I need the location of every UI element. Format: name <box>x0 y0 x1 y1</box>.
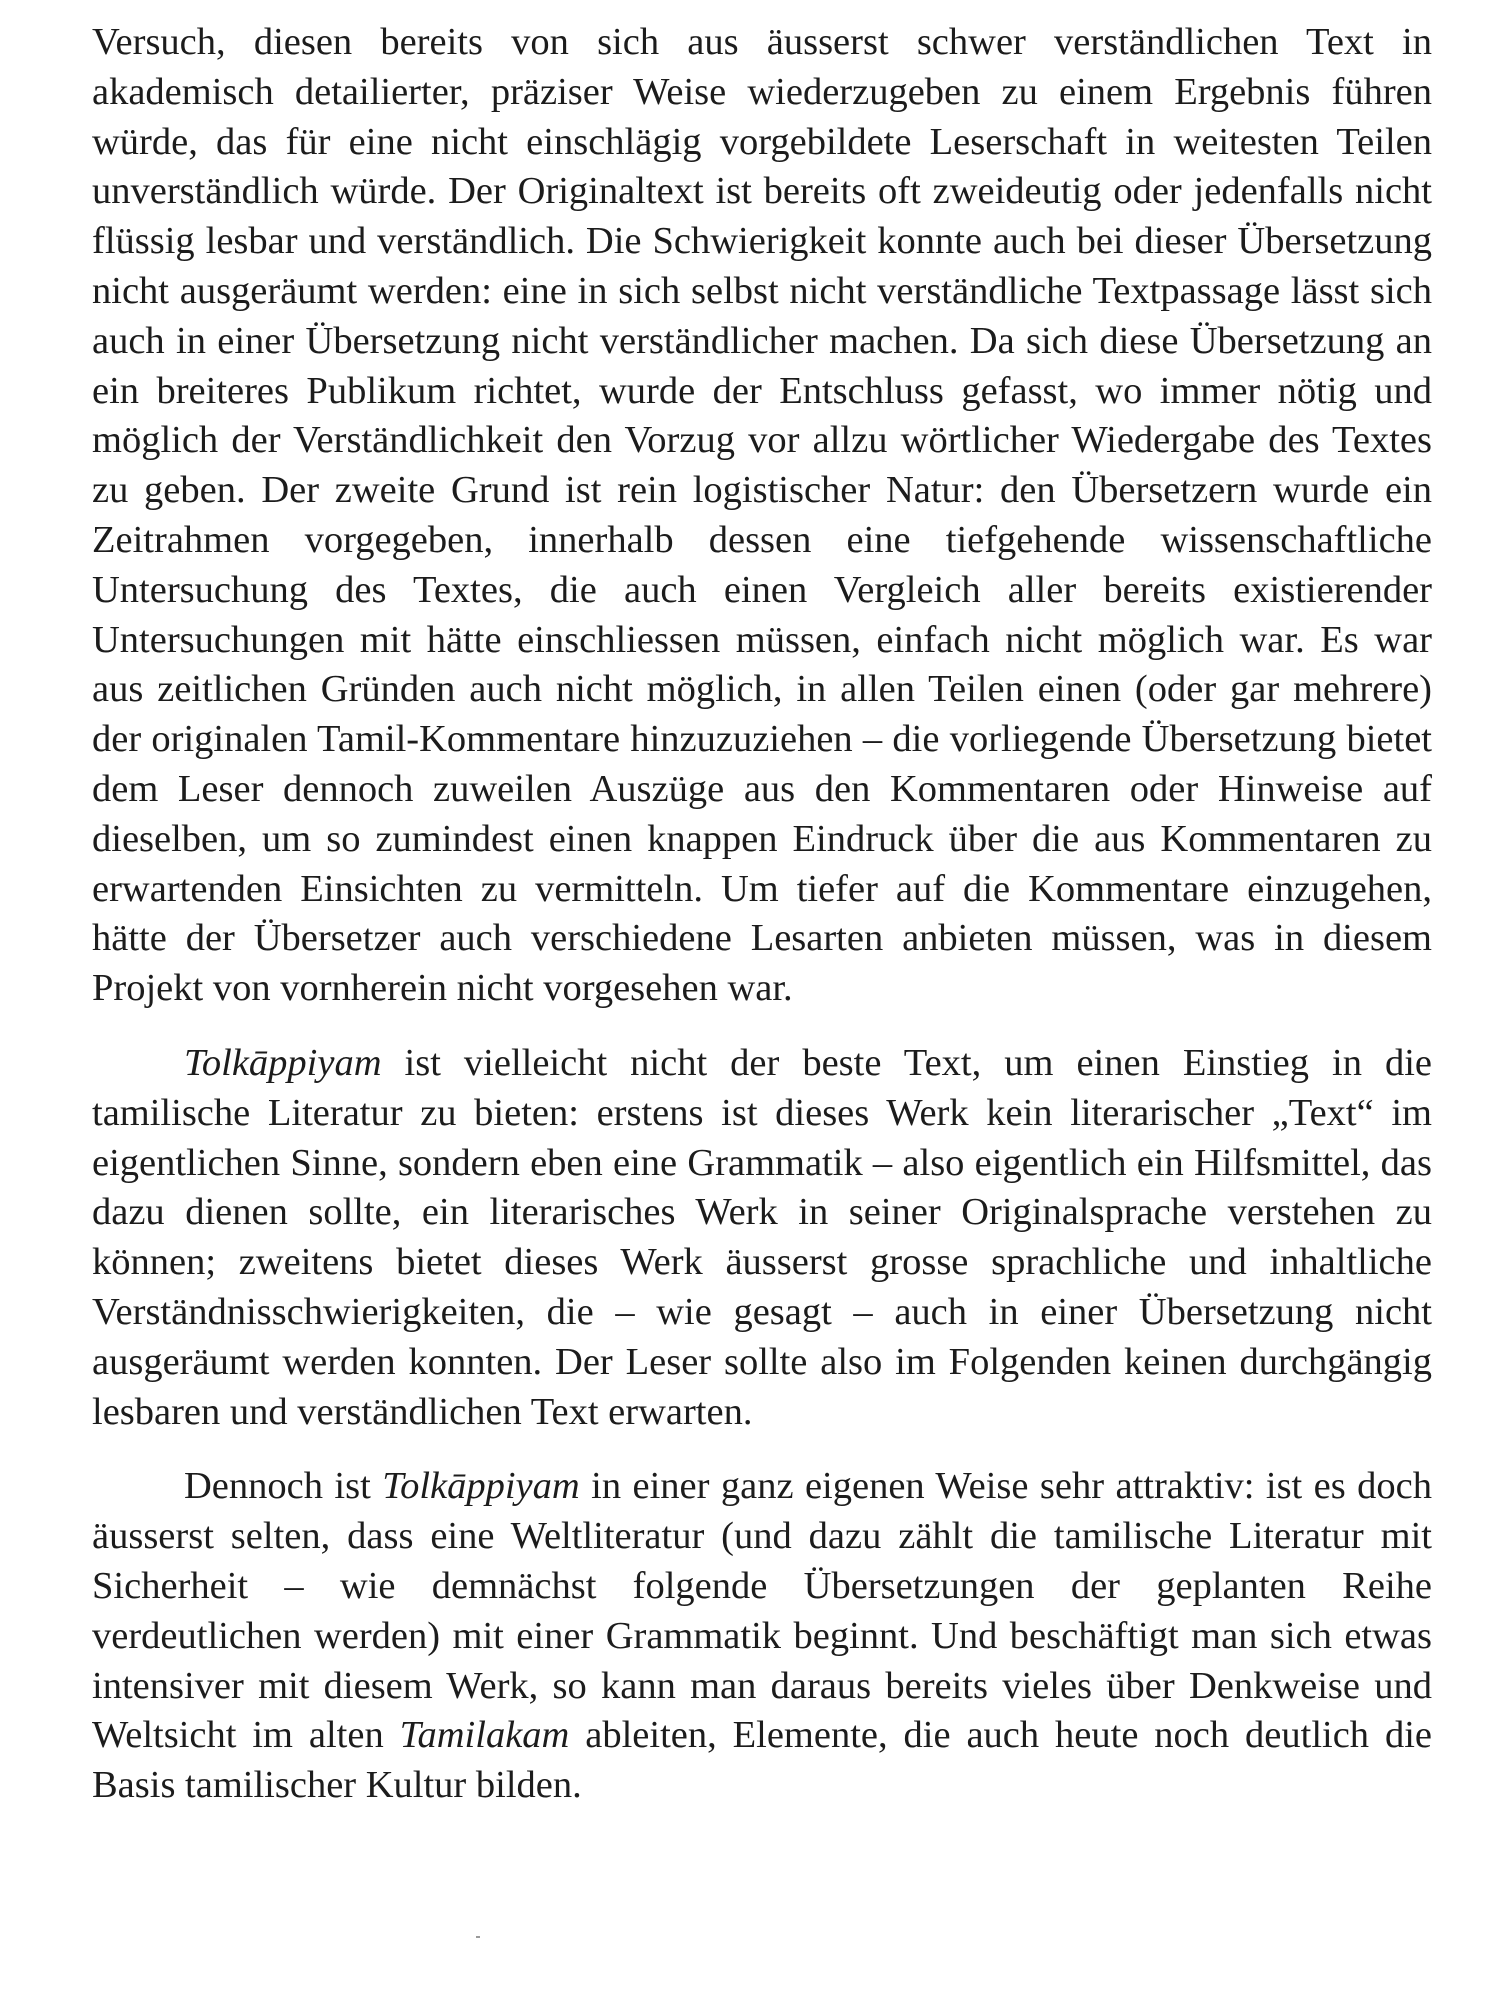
scan-artifact <box>476 1936 480 1938</box>
document-page <box>92 18 1432 1811</box>
paragraph-tolkappiyam-attraction <box>92 1462 1432 1811</box>
paragraph-text: in einer ganz eigenen Weise sehr attraktiv: ist es doch äusserst selten, dass eine Weltliteratur (und dazu zählt die tamilische Literatur mit Sicherheit – wie demnächst folgende Übersetzungen der geplanten Reihe verdeutlichen werden) mit einer Grammatik beginnt. Und beschäftigt man sich etwas intensiver mit diesem Werk, so kann man daraus bereits vieles über Denkweise und Weltsicht im alten <box>92 1465 1432 1757</box>
place-name: Tamilakam <box>399 1714 570 1757</box>
work-title: Tolkāppiyam <box>382 1465 580 1508</box>
paragraph-translation-method <box>92 18 1432 1014</box>
paragraph-text: Versuch, diesen bereits von sich aus äusserst schwer verständlichen Text in akademisch detailierter, präziser Weise wiederzugeben zu einem Ergebnis führen würde, das für eine nicht einschlägig vorgebildete Leserschaft in weitesten Teilen unverständlich würde. Der Originaltext ist bereits oft zweideutig oder jedenfalls nicht flüssig lesbar und verständlich. Die Schwierigkeit konnte auch bei dieser Übersetzung nicht ausgeräumt werden: eine in sich selbst nicht verständliche Textpassage lässt sich auch in einer Übersetzung nicht verständlicher machen. Da sich diese Übersetzung an ein breiteres Publikum richtet, wurde der Entschluss gefasst, wo immer nötig und möglich der Verständlichkeit den Vorzug vor allzu wörtlicher Wiedergabe des Textes zu geben. Der zweite Grund ist rein logistischer Natur: den Übersetzern wurde ein Zeitrahmen vorgegeben, innerhalb dessen eine tiefgehende wissenschaftliche Untersuchung des Textes, die auch einen Vergleich aller bereits existierender Untersuchungen mit hätte einschliessen müssen, einfach nicht möglich war. Es war aus zeitlichen Gründen auch nicht möglich, in allen Teilen einen (oder gar mehrere) der originalen Tamil-Kommentare hinzuzuziehen – die vorliegende Übersetzung bietet dem Leser dennoch zuweilen Auszüge aus den Kommentaren oder Hinweise auf dieselben, um so zumindest einen knappen Eindruck über die aus Kommentaren zu erwartenden Einsichten zu vermitteln. Um tiefer auf die Kommentare einzugehen, hätte der Übersetzer auch verschiedene Lesarten anbieten müssen, was in diesem Projekt von vornherein nicht vorgesehen war. <box>92 21 1432 1010</box>
work-title: Tolkāppiyam <box>184 1041 382 1084</box>
paragraph-text: ist vielleicht nicht der beste Text, um einen Einstieg in die tamilische Literatur zu bieten: erstens ist dieses Werk kein literarischer „Text“ im eigentlichen Sinne, sondern eben eine Grammatik – also eigentlich ein Hilfsmittel, das dazu dienen sollte, ein literarisches Werk in seiner Originalsprache verstehen zu können; zweitens bietet dieses Werk äusserst grosse sprachliche und inhaltliche Verständnisschwierigkeiten, die – wie gesagt – auch in einer Übersetzung nicht ausgeräumt werden konnten. Der Leser sollte also im Folgenden keinen durchgängig lesbaren und verständlichen Text erwarten. <box>92 1041 1432 1433</box>
paragraph-text: ableiten, Elemente, die auch heute noch deutlich die Basis tamilischer Kultur bilden. <box>92 1714 1432 1807</box>
paragraph-tolkappiyam-intro <box>92 1039 1432 1437</box>
paragraph-text: Dennoch ist <box>184 1465 383 1508</box>
